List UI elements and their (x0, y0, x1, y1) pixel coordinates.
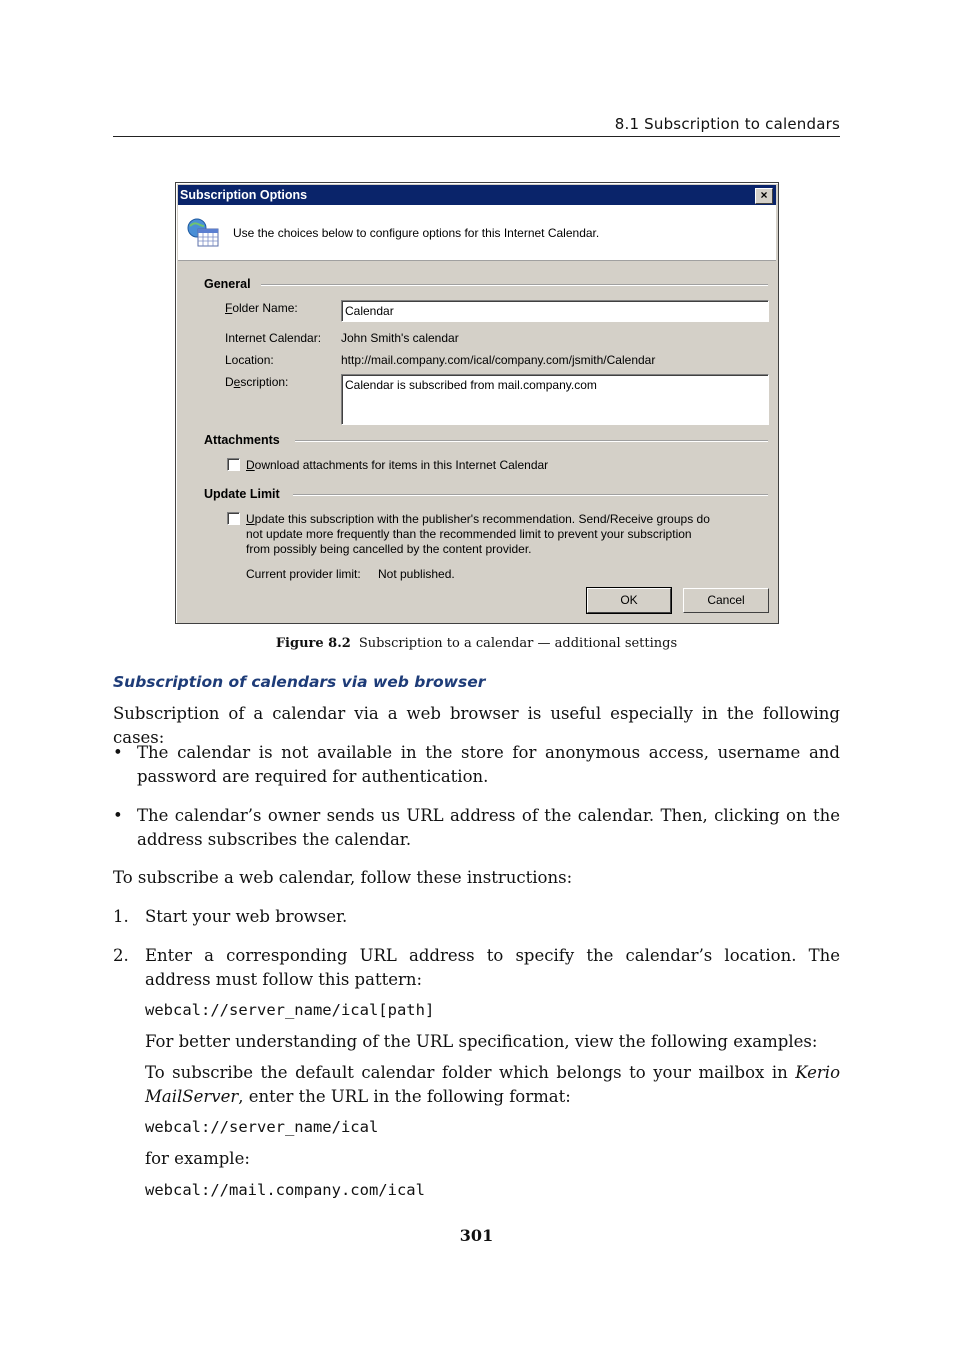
download-attachments-label (246, 458, 548, 472)
bullet-text: The calendar’s owner sends us URL address of the calendar. Then, clicking on the address subscribes the calendar. (137, 806, 840, 849)
instructions-intro: To subscribe a web calendar, follow these instructions: (113, 868, 573, 887)
description-label-pre: D (225, 375, 234, 389)
list-item (113, 741, 840, 789)
update-limit-heading: Update Limit (204, 487, 280, 501)
update-subscription-checkbox[interactable] (227, 512, 240, 525)
download-accel: D (246, 458, 255, 472)
figure-caption-text: Subscription to a calendar — additional settings (358, 636, 678, 651)
update-accel: U (246, 512, 255, 526)
attachments-heading: Attachments (204, 433, 280, 447)
for-example-text: for example: (145, 1149, 250, 1168)
default-folder-pre: To subscribe the default calendar folder which belongs to your mailbox in (145, 1063, 796, 1082)
internet-calendar-icon (186, 218, 220, 248)
section-heading: Subscription of calendars via web browser (113, 673, 486, 691)
update-line-3: from possibly being cancelled by the content provider. (246, 542, 532, 556)
subscription-options-dialog (175, 182, 779, 624)
dialog-banner (178, 205, 776, 261)
description-textarea[interactable] (341, 374, 769, 425)
update-subscription-label (246, 512, 746, 557)
folder-name-label-text: older Name: (232, 301, 298, 315)
download-attachments-checkbox[interactable] (227, 458, 240, 471)
list-item (113, 944, 840, 992)
bullet-marker: • (113, 743, 123, 762)
cancel-button[interactable]: Cancel (683, 588, 769, 613)
list-item (113, 804, 840, 852)
description-label (225, 375, 288, 389)
update-line-2: not update more frequently than the recommended limit to prevent your subscription (246, 527, 692, 541)
dialog-titlebar (178, 185, 776, 205)
description-accel: e (233, 375, 241, 389)
bullet-text: The calendar is not available in the store for anonymous access, username and password are required for authentication. (137, 743, 840, 786)
general-divider (261, 284, 768, 286)
default-folder-paragraph (145, 1061, 840, 1109)
internet-calendar-label: Internet Calendar: (225, 331, 322, 345)
examples-intro: For better understanding of the URL specification, view the following examples: (145, 1032, 818, 1051)
code-default: webcal://server_name/ical (145, 1118, 379, 1136)
banner-text: Use the choices below to configure options for this Internet Calendar. (233, 226, 600, 240)
description-value: Calendar is subscribed from mail.company.com (345, 378, 597, 392)
download-attachments-text: ownload attachments for items in this Internet Calendar (254, 458, 549, 472)
close-icon: × (760, 188, 768, 202)
close-button[interactable] (755, 188, 773, 204)
page-number: 301 (459, 1226, 494, 1245)
folder-name-accel: F (225, 301, 233, 315)
update-line-1-text: pdate this subscription with the publisher's recommendation. Send/Receive groups do (254, 512, 710, 526)
step-number: 1. (113, 907, 129, 926)
figure-caption (113, 636, 840, 651)
location-label: Location: (225, 353, 274, 367)
attachments-divider (295, 440, 768, 442)
intro-paragraph: Subscription of a calendar via a web browser is useful especially in the following cases: (113, 704, 840, 747)
bullet-marker: • (113, 806, 123, 825)
product-name: Kerio MailServer (145, 1063, 840, 1106)
step-text: Enter a corresponding URL address to specify the calendar’s location. The address must follow this pattern: (145, 946, 840, 989)
folder-name-input[interactable] (341, 300, 769, 322)
description-label-text: scription: (240, 375, 289, 389)
internet-calendar-value: John Smith's calendar (341, 331, 459, 345)
code-pattern: webcal://server_name/ical[path] (145, 1001, 435, 1019)
general-heading: General (204, 277, 251, 291)
list-item (113, 905, 840, 929)
dialog-title: Subscription Options (180, 188, 308, 202)
step-number: 2. (113, 946, 129, 965)
update-line-1 (246, 512, 746, 527)
provider-limit-label: Current provider limit: (246, 567, 361, 581)
code-example: webcal://mail.company.com/ical (145, 1181, 425, 1199)
ok-button[interactable]: OK (587, 588, 671, 613)
folder-name-label (225, 301, 298, 315)
figure-number: Figure 8.2 (275, 636, 351, 651)
default-folder-post: , enter the URL in the following format: (238, 1087, 571, 1106)
location-value: http://mail.company.com/ical/company.com/jsmith/Calendar (341, 353, 656, 367)
step-text: Start your web browser. (145, 907, 348, 926)
provider-limit-value: Not published. (378, 567, 455, 581)
running-head: 8.1 Subscription to calendars (113, 114, 840, 137)
update-limit-divider (293, 494, 768, 496)
folder-name-value: Calendar (345, 304, 394, 318)
